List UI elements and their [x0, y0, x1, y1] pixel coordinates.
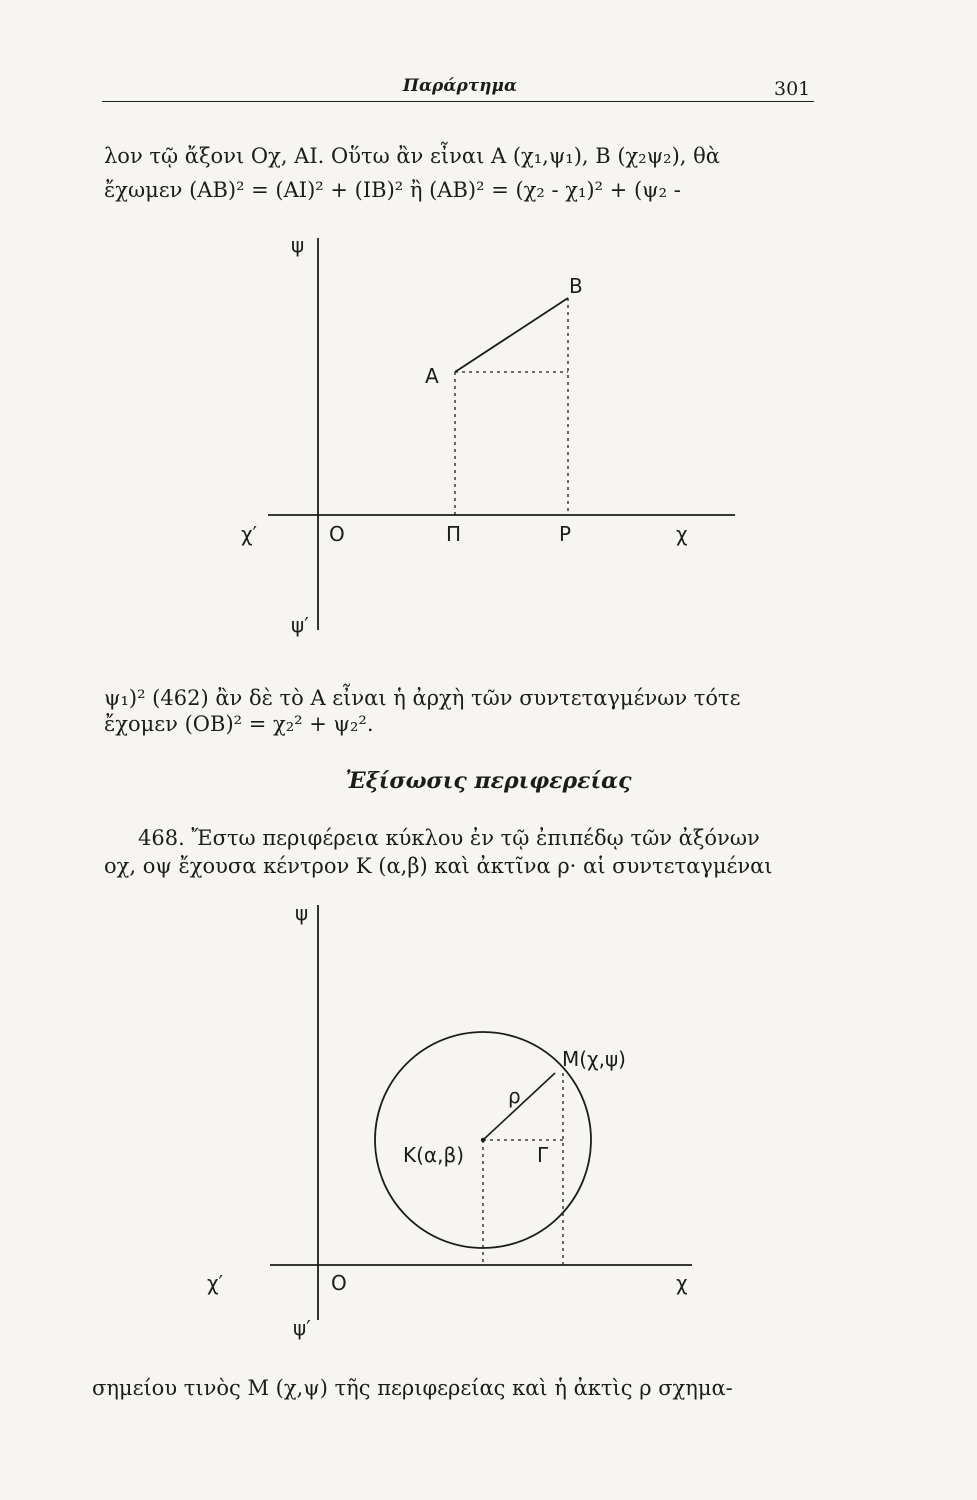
fig2-radius-label: ρ	[508, 1084, 521, 1108]
fig2-point-g-label: Γ	[537, 1143, 549, 1167]
fig2-origin-label: O	[331, 1271, 347, 1295]
fig2-y-axis-label: ψ	[295, 901, 309, 925]
fig2-center-label: K(α,β)	[403, 1143, 465, 1167]
fig2-x-axis-neg-label: χ′	[207, 1271, 224, 1295]
section-heading: Ἐξίσωσις περιφερείας	[345, 768, 632, 794]
text-line-1: λον τῷ ἄξονι Οχ, ΑΙ. Οὕτω ἂν εἶναι Α (χ₁,ψ₁), Β (χ₂ψ₂), θὰ	[104, 144, 720, 168]
paragraph-468-line-1: 468. Ἔστω περιφέρεια κύκλου ἐν τῷ ἐπιπέδῳ τῶν ἀξόνων	[138, 826, 760, 850]
running-title: Παράρτημα	[402, 76, 518, 96]
fig2-y-axis-neg-label: ψ′	[293, 1316, 311, 1340]
fig1-point-a-label: A	[425, 364, 439, 388]
fig2-x-axis-label: χ	[676, 1271, 688, 1295]
paragraph-468-line-2: οχ, οψ ἔχουσα κέντρον Κ (α,β) καὶ ἀκτῖνα ρ· αἱ συντεταγμέναι	[104, 854, 773, 878]
fig1-y-axis-label: ψ	[291, 233, 305, 257]
fig1-point-r-label: Ρ	[559, 522, 572, 546]
fig1-point-b-label: B	[569, 274, 583, 298]
text-line-3: ψ₁)² (462) ἂν δὲ τὸ Α εἶναι ἡ ἀρχὴ τῶν συντεταγμένων τότε	[104, 686, 741, 710]
fig2-point-m-label: M(χ,ψ)	[562, 1047, 626, 1071]
text-line-4: ἔχομεν (ΟΒ)² = χ₂² + ψ₂².	[104, 712, 374, 736]
fig1-y-axis-neg-label: ψ′	[291, 613, 309, 637]
text-line-2: ἔχωμεν (ΑΒ)² = (ΑΙ)² + (ΙΒ)² ἢ (ΑΒ)² = (χ₂ - χ₁)² + (ψ₂ -	[104, 178, 681, 202]
page-number: 301	[774, 78, 811, 100]
text-line-bottom: σημείου τινὸς Μ (χ,ψ) τῆς περιφερείας καὶ ἡ ἀκτὶς ρ σχημα-	[92, 1376, 733, 1400]
fig1-point-p-label: Π	[446, 522, 462, 546]
fig1-origin-label: O	[329, 522, 345, 546]
fig1-x-axis-label: χ	[676, 522, 688, 546]
fig1-x-axis-neg-label: χ′	[241, 522, 258, 546]
